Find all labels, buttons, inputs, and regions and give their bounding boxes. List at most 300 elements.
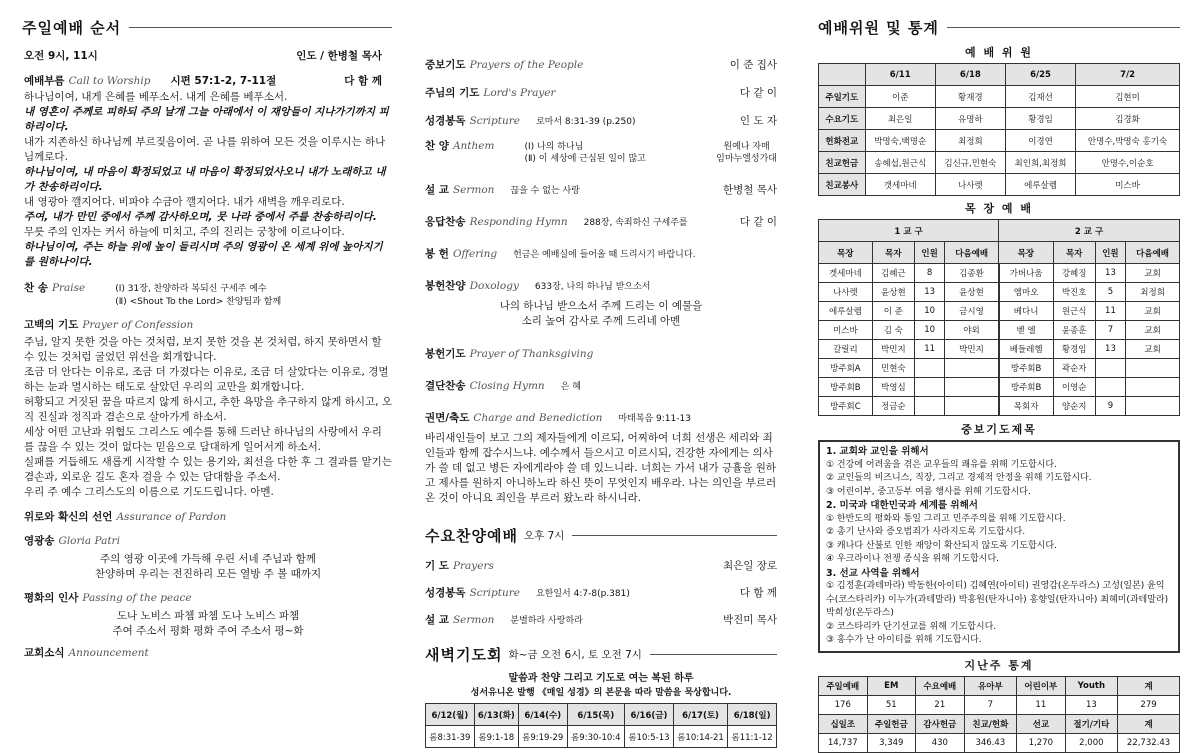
dawn-day: 6/15(목) (567, 704, 624, 726)
stats-value: 21 (916, 695, 965, 714)
dawn-ref: 롬10:5-13 (625, 726, 674, 748)
item-label-en: Prayers (452, 560, 494, 572)
benediction-text: 바리새인들이 보고 그의 제자들에게 이르되, 어찌하여 너희 선생은 세리와 죄인들과 함께 잡수시느냐. 예수께서 들으시고 이르시되, 건강한 자에게는 의사가 쓸 데 없고 병든 자에게라야 쓸 데 있느니라. 너희는 가서 내가 긍휼을 원하고 제사를 원하지 아니하노라 하신 뜻이 무엇인지 배우라. 나는 의인을 부르러 온 것이 아니요 죄인을 부르러 왔노라 하시니라. (425, 432, 777, 504)
stats-header: 어린이부 (1017, 676, 1066, 695)
dawn-day: 6/12(월) (426, 704, 475, 726)
item-label-en: Prayers of the People (469, 59, 584, 71)
stats-value: 7 (964, 695, 1016, 714)
stats-header: 수요예배 (916, 676, 965, 695)
mokjang-cell (1126, 359, 1180, 378)
dawn-ref: 롬9:19-29 (518, 726, 567, 748)
order-item (425, 558, 777, 573)
mokjang-cell: 방주회B (999, 378, 1053, 397)
item-detail: 헌금은 예배실에 들어올 때 드리시기 바랍니다. (513, 250, 696, 260)
service-time: 오전 9시, 11시 (24, 50, 98, 62)
mokjang-cell: 김종환 (945, 264, 999, 283)
mokjang-row (819, 264, 1180, 283)
mokjang-cell (914, 378, 944, 397)
anthem (425, 138, 777, 165)
confession-line: 실패를 거듭해도 새롭게 시작할 수 있는 용기와, 최선을 다한 후 그 결과를 맡기는 겸손과, 외로운 길도 혼자 걸을 수 있는 담대함을 주소서. (24, 456, 392, 483)
mokjang-cell: 황경임 (1053, 340, 1095, 359)
item-leader: 최은일 장로 (722, 560, 777, 572)
mokjang-cell (1095, 378, 1125, 397)
order-continued (425, 44, 777, 748)
reading-line: 하나님이여, 내 마음이 확정되었고 내 마음이 확정되었사오니 내가 노래하고 내가 찬송하리이다. (24, 166, 386, 193)
item-leader: 다 함 께 (739, 587, 777, 599)
item-leader: 박진미 목사 (722, 614, 777, 626)
item-leader: 인 도 자 (739, 115, 777, 127)
reading-line: 내가 지존하신 하나님께 부르짖음이여. 곧 나를 위하여 모든 것을 이루시는 하나님께로다. (24, 136, 386, 163)
mokjang-cell (914, 397, 944, 416)
mokjang-row (819, 340, 1180, 359)
item-detail: 끊을 수 없는 사랑 (510, 186, 580, 196)
committee-member: 안명수,이순호 (1076, 152, 1180, 174)
section-title: 수요찬양예배 (425, 526, 518, 545)
item-label: 평화의 인사 (24, 592, 79, 604)
mokjang-col-header: 목장 (999, 242, 1053, 264)
prayer-item: ④ 우크라이나 전쟁 종식을 위해 기도합시다. (826, 554, 1000, 564)
order-item (425, 85, 777, 100)
dawn-day: 6/14(수) (518, 704, 567, 726)
item-label: 고백의 기도 (24, 319, 79, 331)
leader: 인도 / 한병철 목사 (296, 50, 382, 62)
mokjang-cell: 교회 (1126, 340, 1180, 359)
performer: 임마누엘성가대 (716, 154, 777, 164)
hymn-line: (Ⅰ) 31장, 찬양하라 복되신 구세주 예수 (115, 284, 267, 294)
mokjang-cell: 7 (1095, 321, 1125, 340)
stats-header: 주일헌금 (867, 714, 916, 733)
item-label-en: Scripture (469, 587, 520, 599)
mokjang-cell: 벧 엘 (999, 321, 1053, 340)
item-label: 주님의 기도 (425, 87, 480, 99)
order-item (425, 246, 777, 261)
committee-date: 7/2 (1076, 64, 1180, 86)
stats-header: 절기/기타 (1065, 714, 1117, 733)
anthem-line: (Ⅱ) 이 세상에 근심된 일이 많고 (524, 154, 646, 164)
lyric-line: 나의 하나님 받으소서 주께 드리는 이 예물을 (499, 300, 703, 312)
committee-role: 주일기도 (819, 86, 866, 108)
mokjang-cell: 방주회C (819, 397, 873, 416)
item-label: 봉헌기도 (425, 348, 466, 360)
mokjang-cell: 최정희 (1126, 283, 1180, 302)
stats-header: 선교 (1017, 714, 1066, 733)
stats-header: Youth (1065, 676, 1117, 695)
assurance (24, 509, 392, 524)
item-detail: 288장, 속죄하신 구세주를 (583, 218, 688, 228)
mokjang-cell: 방주회B (999, 359, 1053, 378)
committee-role: 친교헌금 (819, 152, 866, 174)
mokjang-col-header: 다음예배 (1126, 242, 1180, 264)
mokjang-cell: 교회 (1126, 264, 1180, 283)
committee-date: 6/11 (865, 64, 935, 86)
performer: 원예나 자매 (723, 142, 770, 152)
mokjang-cell: 5 (1095, 283, 1125, 302)
item-label-en: Lord's Prayer (483, 87, 556, 99)
mokjang-row (819, 397, 1180, 416)
item-detail: 분별하라 사랑하라 (510, 616, 583, 626)
committee-role: 친교봉사 (819, 174, 866, 196)
mokjang-cell (1095, 359, 1125, 378)
item-label-en: Offering (452, 248, 498, 260)
item-label-en: Passing of the peace (82, 592, 192, 604)
committee-member: 안명수,박명숙 홍기숙 (1076, 130, 1180, 152)
dawn-day: 6/13(화) (474, 704, 518, 726)
mokjang-cell: 박민지 (872, 340, 914, 359)
order-item (425, 182, 777, 197)
district-2: 2 교 구 (999, 220, 1180, 242)
gloria-patri (24, 533, 392, 548)
item-label-en: Closing Hymn (469, 380, 545, 392)
mokjang-cell: 엠마오 (999, 283, 1053, 302)
section-title: 주일예배 순서 (22, 18, 122, 37)
prayer-item: ① 건강에 어려움을 겪은 교우들의 쾌유를 위해 기도합시다. (826, 459, 1057, 470)
wed-items (425, 558, 777, 627)
mokjang-cell (945, 397, 999, 416)
gloria-lyrics (24, 552, 392, 582)
committee-member: 김재선 (1005, 86, 1075, 108)
committee-member: 황경임 (1005, 108, 1075, 130)
item-label: 영광송 (24, 535, 55, 547)
item-label: 응답찬송 (425, 216, 466, 228)
mokjang-cell: 11 (1095, 302, 1125, 321)
stats-value: 2,000 (1065, 733, 1117, 752)
item-label: 설 교 (425, 184, 449, 196)
item-label-en: Praise (51, 282, 86, 294)
mokjang-cell: 9 (1095, 397, 1125, 416)
reading-line: 내 영광아 깰지어다. 비파야 수금아 깰지어다. 내가 새벽을 깨우리로다. (24, 196, 345, 208)
stats-header: 십일조 (819, 714, 868, 733)
stats-value: 13 (1065, 695, 1117, 714)
prayer-item: ① 김정훈(과테마라) 박동한(아이티) 김혜연(아이티) 권영감(온두라스) 고성(일본) 윤익수(코스타리카) 이누가(과테말라) 박홍원(탄자니아) 홍향일(탄자니아) 최혜미(과테말라) 박희성(온두라스) (826, 581, 1169, 618)
committee-date (819, 64, 866, 86)
mokjang-col-header: 목자 (872, 242, 914, 264)
committee-member: 김경화 (1076, 108, 1180, 130)
lyric-line: 소리 높여 감사로 주께 드리네 아멘 (521, 315, 681, 327)
item-detail: 633장, 나의 하나님 받으소서 (534, 282, 651, 292)
stats-header: 감사헌금 (916, 714, 965, 733)
mokjang-cell: 윤상현 (945, 283, 999, 302)
mokjang-row (819, 321, 1180, 340)
confession-line: 주님, 알지 못한 것을 아는 것처럼, 보지 못한 것을 본 것처럼, 하지 못하면서 할 수 있는 것처럼 굴었던 위선을 회개합니다. (24, 336, 382, 363)
doxology-lyrics (425, 299, 777, 329)
item-label: 봉헌찬양 (425, 280, 466, 292)
mokjang-cell: 목회자 (999, 397, 1053, 416)
mokjang-cell: 이 준 (872, 302, 914, 321)
mokjang-cell: 13 (1095, 340, 1125, 359)
confession-text (24, 335, 392, 500)
stats-title: 지난주 통계 (964, 658, 1034, 672)
stats-table (818, 676, 1180, 753)
mokjang-cell: 윤상현 (872, 283, 914, 302)
mokjang-cell: 13 (1095, 264, 1125, 283)
committee-member: 최은일 (865, 108, 935, 130)
mokjang-cell: 베다니 (999, 302, 1053, 321)
section-time: 화~금 오전 6시, 토 오전 7시 (508, 648, 642, 661)
mokjang-cell: 베들레헴 (999, 340, 1053, 359)
order-item (425, 585, 777, 600)
committee-and-stats (818, 0, 1180, 753)
order-of-worship (24, 0, 392, 660)
confession (24, 317, 392, 332)
committee-member: 유명하 (935, 108, 1005, 130)
item-label-en: Charge and Benediction (473, 412, 603, 424)
committee-member: 송혜섭,원근식 (865, 152, 935, 174)
mokjang-cell: 야외 (945, 321, 999, 340)
item-label-en: Gloria Patri (58, 535, 120, 547)
mokjang-cell: 11 (914, 340, 944, 359)
prayer-section-head: 3. 선교 사역을 위해서 (826, 567, 920, 579)
stats-value: 22,732.43 (1118, 733, 1180, 752)
mokjang-cell: 갈릴리 (819, 340, 873, 359)
section-header (22, 16, 392, 38)
dawn-day: 6/16(금) (625, 704, 674, 726)
item-label-en: Anthem (452, 140, 495, 152)
mokjang-row (819, 378, 1180, 397)
mokjang-cell (945, 378, 999, 397)
mokjang-col-header: 인원 (1095, 242, 1125, 264)
mokjang-cell: 윤종훈 (1053, 321, 1095, 340)
mokjang-cell: 양순지 (1053, 397, 1095, 416)
item-label-en: Sermon (452, 184, 495, 196)
wed-header (425, 524, 777, 546)
mokjang-cell: 김 숙 (872, 321, 914, 340)
item-label: 찬 양 (425, 140, 449, 152)
stats-header: 계 (1118, 676, 1180, 695)
prayer-item: ① 한반도의 평화와 통일 그리고 민주주의를 위해 기도합시다. (826, 513, 1066, 524)
lyric-line: 주의 영광 이곳에 가득해 우린 서네 주님과 함께 (99, 553, 317, 565)
section-time: 오후 7시 (523, 529, 565, 542)
prayer-item: ③ 어린이부, 중고등부 여름 행사를 위해 기도합시다. (826, 486, 1031, 497)
committee-member: 최인희,최정희 (1005, 152, 1075, 174)
mokjang-cell: 박진호 (1053, 283, 1095, 302)
committee-member: 나사렛 (935, 174, 1005, 196)
committee-member: 최정희 (935, 130, 1005, 152)
section-header (818, 16, 1180, 38)
mokjang-row (819, 302, 1180, 321)
service-info (24, 48, 392, 63)
committee-date: 6/25 (1005, 64, 1075, 86)
stats-value: 346.43 (964, 733, 1016, 752)
dawn-day: 6/18(일) (728, 704, 777, 726)
stats-header: 친교/헌화 (964, 714, 1016, 733)
reading-line: 주여, 내가 만민 중에서 주께 감사하오며, 뭇 나라 중에서 주를 찬송하리이다. (24, 211, 377, 223)
item-label-en: Call to Worship (68, 75, 151, 87)
prayer-item: ③ 캐나다 산불로 인한 재앙이 확산되지 않도록 기도합시다. (826, 540, 1057, 551)
item-label-en: Announcement (68, 647, 149, 659)
mokjang-cell (945, 359, 999, 378)
mokjang-row (819, 283, 1180, 302)
mokjang-cell: 교회 (1126, 321, 1180, 340)
item-detail: 로마서 8:31-39 (p.250) (535, 117, 636, 127)
dawn-ref: 롬9:1-18 (474, 726, 518, 748)
mokjang-cell: 겟세마네 (819, 264, 873, 283)
item-label-en: Responding Hymn (469, 216, 568, 228)
peace-lyrics (24, 609, 392, 639)
mokjang-cell: 이영순 (1053, 378, 1095, 397)
prayer-section-head: 2. 미국과 대한민국과 세계를 위해서 (826, 500, 978, 511)
committee-member: 김신규,민현숙 (935, 152, 1005, 174)
order-item (425, 346, 777, 361)
committee-member: 갯세마네 (865, 174, 935, 196)
dawn-ref: 롬9:30-10:4 (567, 726, 624, 748)
announcement (24, 645, 392, 660)
stats-value: 430 (916, 733, 965, 752)
passing-peace (24, 590, 392, 605)
item-detail: 마태복음 9:11-13 (618, 414, 691, 424)
item-leader: 다 함 께 (344, 75, 382, 87)
item-label: 성경봉독 (425, 587, 466, 599)
committee-role: 헌화전교 (819, 130, 866, 152)
mokjang-col-header: 목자 (1053, 242, 1095, 264)
mokjang-cell: 에루살렘 (819, 302, 873, 321)
stats-value: 14,737 (819, 733, 868, 752)
section-title: 새벽기도회 (425, 645, 503, 664)
mokjang-cell: 13 (914, 283, 944, 302)
item-label: 권면/축도 (425, 412, 470, 424)
mokjang-cell: 강혜징 (1053, 264, 1095, 283)
mokjang-col-header: 인원 (914, 242, 944, 264)
mokjang-cell: 가버나움 (999, 264, 1053, 283)
stats-value: 1,270 (1017, 733, 1066, 752)
hymn-line: (Ⅱ) <Shout To the Lord> 찬양팀과 함께 (115, 297, 282, 307)
responsive-reading (24, 90, 392, 270)
committee-member: 이준 (865, 86, 935, 108)
mokjang-cell: 방주회B (819, 378, 873, 397)
stats-value: 3,349 (867, 733, 916, 752)
item-detail: 은 혜 (560, 382, 581, 392)
prayer-title: 중보기도제목 (961, 423, 1037, 436)
item-label: 기 도 (425, 560, 449, 572)
committee-date: 6/18 (935, 64, 1005, 86)
dawn-ref: 롬11:1-12 (728, 726, 777, 748)
mokjang-cell: 민현숙 (872, 359, 914, 378)
anthem-line: (Ⅰ) 나의 하나님 (524, 142, 584, 152)
mokjang-title: 목 장 예 배 (965, 202, 1033, 215)
item-label-en: Prayer of Confession (82, 319, 194, 331)
praise (24, 280, 392, 309)
order-items (425, 57, 777, 128)
mokjang-cell: 정금순 (872, 397, 914, 416)
mokjang-cell: 금시영 (945, 302, 999, 321)
committee-row (819, 174, 1180, 196)
item-leader: 한병철 목사 (722, 184, 777, 196)
lyric-line: 도나 노비스 파쳄 파쳄 도나 노비스 파쳄 (116, 610, 300, 622)
committee-role: 수요기도 (819, 108, 866, 130)
committee-row (819, 108, 1180, 130)
dawn-note: 성서유니온 발행 《매일 성경》의 본문을 따라 말씀을 묵상합니다. (470, 688, 732, 698)
order-item (425, 214, 777, 229)
committee-row (819, 152, 1180, 174)
order-item (425, 612, 777, 627)
committee-member: 김현미 (1076, 86, 1180, 108)
confession-line: 조금 더 안다는 이유로, 조금 더 가졌다는 이유로, 조금 더 살았다는 이유로, 경멸하는 눈과 멸시하는 태도로 살았던 우리의 교만을 회개합니다. (24, 366, 389, 393)
stats-value: 11 (1017, 695, 1066, 714)
item-label-en: Doxology (469, 280, 519, 292)
mokjang-cell (914, 359, 944, 378)
mokjang-cell (1126, 378, 1180, 397)
mokjang-col-header: 목장 (819, 242, 873, 264)
committee-title: 예 배 위 원 (965, 46, 1033, 59)
section-title: 예배위원 및 통계 (818, 18, 939, 37)
dawn-day: 6/17(토) (673, 704, 727, 726)
mokjang-cell: 김혜근 (872, 264, 914, 283)
prayer-item: ② 총기 난사와 증오범죄가 사라지도록 기도합시다. (826, 527, 1026, 537)
reading-line: 하나님이여, 주는 하늘 위에 높이 들리시며 주의 영광이 온 세계 위에 높아지기를 원하나이다. (24, 241, 383, 268)
item-label: 교회소식 (24, 647, 65, 659)
order-item (425, 378, 777, 393)
item-label-en: Sermon (452, 614, 495, 626)
stats-value: 51 (867, 695, 916, 714)
mokjang-cell: 나사렛 (819, 283, 873, 302)
item-label: 결단찬송 (425, 380, 466, 392)
mokjang-cell (1126, 397, 1180, 416)
item-label: 성경봉독 (425, 115, 466, 127)
item-label: 중보기도 (425, 59, 466, 71)
prayer-section-head: 1. 교회와 교인을 위해서 (826, 446, 929, 457)
committee-row (819, 86, 1180, 108)
stats-value: 176 (819, 695, 868, 714)
prayer-item: ② 교인들의 비즈니스, 직장, 그리고 경제적 안정을 위해 기도합시다. (826, 473, 1092, 483)
item-label: 설 교 (425, 614, 449, 626)
order-item (425, 278, 777, 293)
stats-header: 주일예배 (819, 676, 868, 695)
dawn-schedule-table (425, 703, 777, 748)
order-item (425, 113, 777, 128)
item-label-en: Prayer of Thanksgiving (469, 348, 594, 360)
call-to-worship (24, 73, 392, 88)
mokjang-cell: 8 (914, 264, 944, 283)
reading-line: 무릇 주의 인자는 커서 하늘에 미치고, 주의 진리는 궁창에 이르나이다. (24, 226, 345, 238)
item-label: 위로와 확신의 선언 (24, 511, 113, 523)
lyric-line: 주여 주소서 평화 평화 주여 주소서 평~화 (112, 625, 304, 637)
item-detail: 요한일서 4:7-8(p.381) (535, 589, 630, 599)
lyric-line: 찬양하며 우리는 전진하리 모든 열방 주 볼 때까지 (94, 568, 322, 580)
mokjang-cell: 10 (914, 302, 944, 321)
mokjang-cell: 10 (914, 321, 944, 340)
mokjang-cell: 원근식 (1053, 302, 1095, 321)
mokjang-cell: 방주회A (819, 359, 873, 378)
scripture-ref: 시편 57:1-2, 7-11절 (170, 75, 277, 87)
prayer-box (818, 440, 1180, 653)
mokjang-row (819, 359, 1180, 378)
committee-table (818, 63, 1180, 196)
item-label: 찬 송 (24, 282, 48, 294)
item-label: 봉 헌 (425, 248, 449, 260)
committee-member: 이경연 (1005, 130, 1075, 152)
stats-header: 계 (1118, 714, 1180, 733)
committee-row (819, 130, 1180, 152)
item-leader: 이 준 집사 (729, 59, 777, 71)
stats-header: 유아부 (964, 676, 1016, 695)
item-leader: 다 같 이 (739, 87, 777, 99)
mokjang-cell: 박영심 (872, 378, 914, 397)
dawn-ref: 롬10:14-21 (673, 726, 727, 748)
item-leader: 다 같 이 (739, 216, 777, 228)
item-label: 예배부름 (24, 75, 65, 87)
item-label-en: Assurance of Pardon (116, 511, 227, 523)
divider (129, 27, 392, 28)
stats-header: EM (867, 676, 916, 695)
committee-member: 미스바 (1076, 174, 1180, 196)
reading-line: 내 영혼이 주께로 피하되 주의 날개 그늘 아래에서 이 재앙들이 지나가기까지 피하리이다. (24, 106, 389, 133)
confession-line: 허황되고 거짓된 꿈을 따르지 않게 하시고, 추한 욕망을 추구하지 않게 하시고, 오직 진실과 정직과 겸손으로 살아가게 하소서. (24, 396, 392, 423)
committee-member: 황재경 (935, 86, 1005, 108)
mokjang-col-header: 다음예배 (945, 242, 999, 264)
committee-member: 에루살렘 (1005, 174, 1075, 196)
district-1: 1 교 구 (819, 220, 999, 242)
confession-line: 우리 주 예수 그리스도의 이름으로 기도드립니다. 아멘. (24, 486, 274, 498)
dawn-header (425, 643, 777, 665)
